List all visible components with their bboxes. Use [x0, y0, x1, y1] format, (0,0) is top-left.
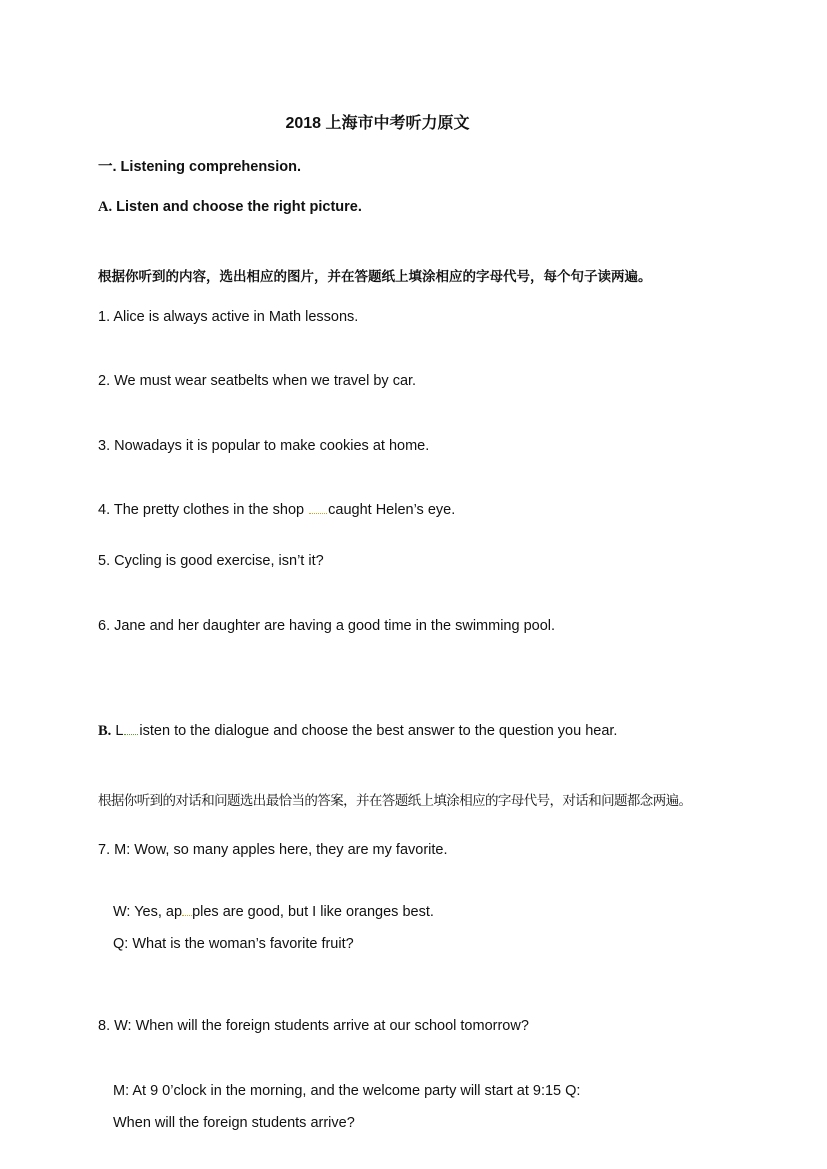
- question-1: 1. Alice is always active in Math lessons.: [98, 309, 359, 325]
- part-b-prefix: B.: [98, 723, 112, 739]
- question-5: 5. Cycling is good exercise, isn’t it?: [98, 553, 324, 569]
- question-6: 6. Jane and her daughter are having a good time in the swimming pool.: [98, 618, 556, 634]
- part-a-prefix: A.: [98, 199, 113, 215]
- question-2: 2. We must wear seatbelts when we travel by car.: [98, 373, 417, 389]
- edit-mark: [124, 724, 138, 735]
- section-heading-listening: 一. Listening comprehension.: [98, 159, 302, 175]
- part-a-instruction: 根据你听到的内容，选出相应的图片，并在答题纸上填涂相应的字母代号，每个句子读两遍。: [98, 269, 652, 285]
- edit-mark: [309, 503, 327, 514]
- question-4: [98, 501, 455, 519]
- part-a-heading-text: Listen and choose the right picture.: [116, 199, 362, 215]
- question-7-line-1: 7. M: Wow, so many apples here, they are my favorite.: [98, 842, 448, 858]
- part-b-heading-first-letter: L: [115, 723, 124, 739]
- question-8-line-3: When will the foreign students arrive?: [113, 1115, 355, 1131]
- question-8-line-2: M: At 9 0’clock in the morning, and the welcome party will start at 9:15 Q:: [113, 1083, 581, 1099]
- question-7-woman-line: [113, 903, 434, 921]
- question-7-woman-text-start: W: Yes, ap: [113, 904, 183, 920]
- document-title: 2018 上海市中考听力原文: [285, 115, 470, 132]
- part-a-heading: [98, 198, 362, 216]
- question-4-text-end: caught Helen’s eye.: [328, 502, 456, 518]
- question-4-text-start: 4. The pretty clothes in the shop: [98, 502, 305, 518]
- question-7-woman-text-end: ples are good, but I like oranges best.: [192, 904, 434, 920]
- question-8-line-1: 8. W: When will the foreign students arrive at our school tomorrow?: [98, 1018, 529, 1034]
- question-7-question: Q: What is the woman’s favorite fruit?: [113, 936, 354, 952]
- part-b-heading: [98, 722, 617, 740]
- edit-mark: [182, 905, 192, 916]
- question-3: 3. Nowadays it is popular to make cookies at home.: [98, 438, 430, 454]
- part-b-heading-text: isten to the dialogue and choose the best answer to the question you hear.: [139, 723, 618, 739]
- part-b-instruction: 根据你听到的对话和问题选出最恰当的答案，并在答题纸上填涂相应的字母代号，对话和问题都念两遍。: [98, 793, 692, 809]
